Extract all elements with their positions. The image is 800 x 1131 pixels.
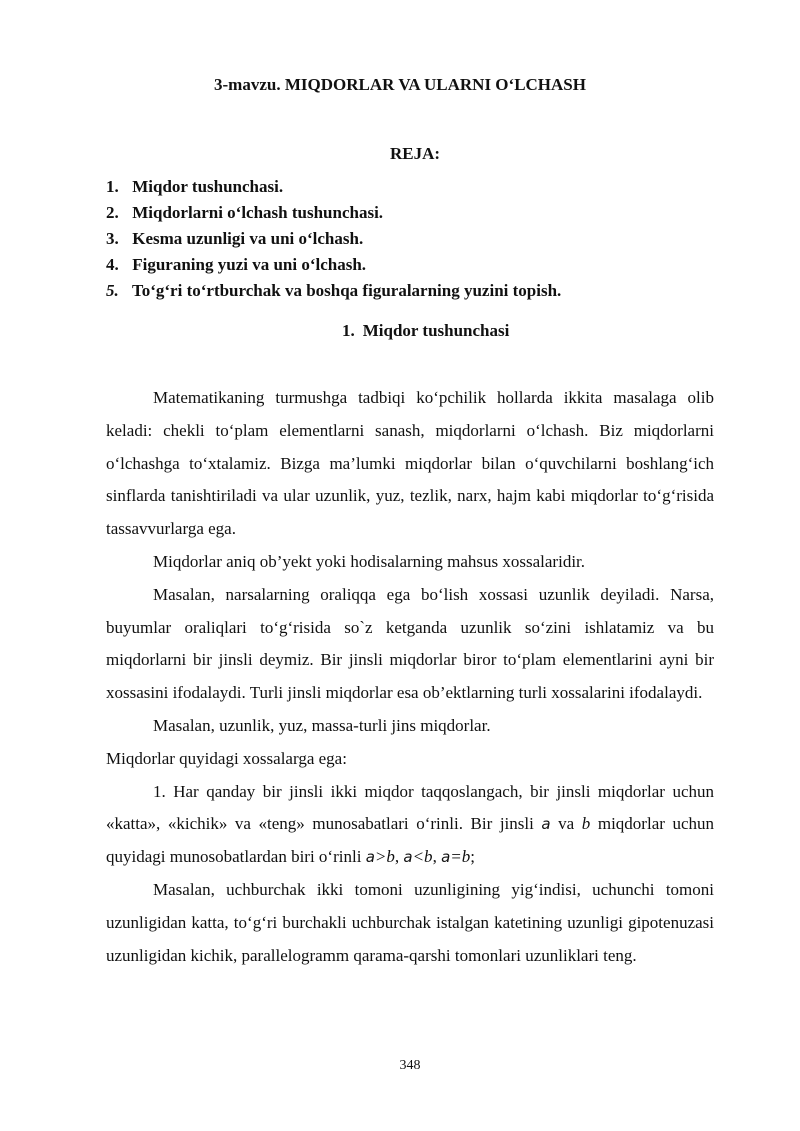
page-number: 348: [399, 1058, 421, 1073]
paragraph: Masalan, narsalarning oraliqqa ega bo‘lish xossasi uzunlik deyiladi. Narsa, buyumlar oraliqlari to‘g‘risida so`z ketganda uzunlik so‘zini ishlatamiz va bu miqdorlarni bir jinsli deymiz. Bir jinsli miqdorlar biror to‘plam elementlarini ayni bir xossasini ifodalaydi. Turli jinsli miqdorlar esa ob’ektlarning turli xossalarini ifodalaydi.: [106, 584, 714, 703]
plan-item-number: 1.: [106, 177, 119, 196]
plan-item-text: To‘g‘ri to‘rtburchak va boshqa figuralarning yuzini topish.: [131, 281, 562, 300]
topic-title: 3-mavzu. MIQDORLAR VA ULARNI O‘LCHASH: [214, 75, 586, 94]
plan-item: [106, 226, 726, 252]
plan-item-text: Kesma uzunligi va uni o‘lchash.: [132, 229, 364, 248]
section-number: 1.: [342, 321, 355, 340]
plan-item: [106, 278, 726, 304]
variable-b: b: [581, 814, 591, 834]
plan-item-number: 2.: [106, 203, 119, 222]
variable-a: a: [365, 848, 375, 867]
plan-item-text: Figuraning yuzi va uni o‘lchash.: [132, 255, 367, 274]
relation-equal: =b: [450, 847, 471, 867]
section-title: Miqdor tushunchasi: [362, 321, 510, 340]
plan-item-text: Miqdor tushunchasi.: [132, 177, 284, 196]
paragraph: Miqdorlar quyidagi xossalarga ega:: [106, 748, 347, 768]
plan-item-text: Miqdorlarni o‘lchash tushunchasi.: [132, 203, 384, 222]
text-run: 1. Har qanday bir jinsli ikki miqdor taqqoslangach, bir jinsli miqdorlar uchun «katta», «kichik» va «teng» munosabatlari o‘rinli. Bir jinsli: [106, 781, 714, 834]
paragraph: Masalan, uchburchak ikki tomoni uzunligining yig‘indisi, uchunchi tomoni uzunligidan katta, to‘g‘ri burchakli uchburchak istalgan katetining uzunligi gipotenuzasi uzunligidan kichik, parallelogramm qarama-qarshi tomonlari uzunliklari teng.: [106, 879, 714, 965]
paragraph: Matematikaning turmushga tadbiqi ko‘pchilik hollarda ikkita masalaga olib keladi: chekli to‘plam elementlarni sanash, miqdorlarni o‘lchash. Biz miqdorlarni o‘lchashga to‘xtalamiz. Bizga ma’lumki miqdorlar bilan o‘quvchilarni boshlang‘ich sinflarda tanishtiriladi va ular uzunlik, yuz, tezlik, narx, hajm kabi miqdorlar to‘g‘risida tassavvurlarga ega.: [106, 388, 714, 539]
paragraph-properties: [106, 776, 714, 874]
plan-list: [106, 174, 726, 304]
plan-item: [106, 252, 726, 278]
variable-a: a: [403, 848, 413, 867]
plan-item: [106, 174, 726, 200]
paragraph: Masalan, uzunlik, yuz, massa-turli jins miqdorlar.: [153, 715, 491, 735]
plan-item-number: 3.: [106, 229, 119, 248]
variable-a: a: [541, 815, 551, 834]
relation-less: <b: [412, 847, 433, 867]
paragraph: Miqdorlar aniq ob’yekt yoki hodisalarning mahsus xossalaridir.: [153, 551, 586, 571]
section-heading: [342, 321, 509, 341]
plan-item-number: 4.: [106, 255, 119, 274]
text-run: va: [550, 814, 582, 834]
relation-greater: >b: [374, 847, 395, 867]
separator: ,: [432, 847, 442, 867]
text-run: miqdorlar uchun quyidagi munosobatlardan biri o‘rinli: [106, 814, 715, 867]
text-run: ;: [470, 847, 475, 867]
plan-item: [106, 200, 726, 226]
plan-item-number: 5.: [106, 281, 119, 300]
body-text: [106, 382, 714, 972]
separator: ,: [394, 847, 404, 867]
plan-heading: REJA:: [389, 144, 441, 163]
variable-a: a: [441, 848, 451, 867]
